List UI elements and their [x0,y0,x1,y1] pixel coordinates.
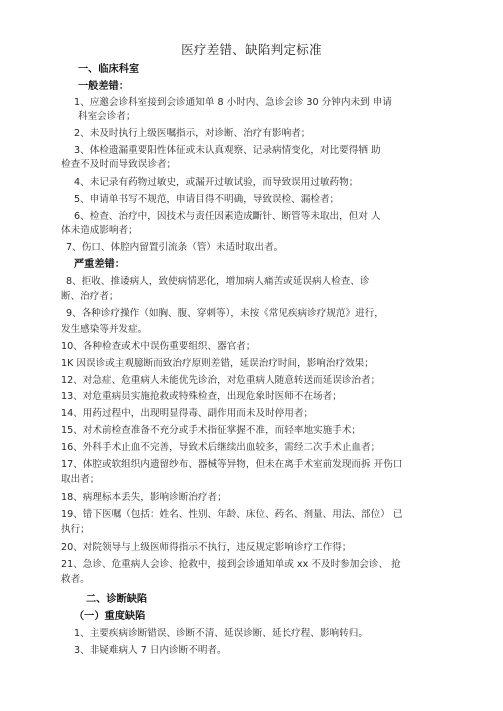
text-line: 14、用药过程中，出现明显得毒、副作用而未及时停用者； [61,408,314,419]
text-line: 3、非疑难病人 7 日内诊断不明者。 [74,645,227,656]
document-title: 医疗差错、缺陷判定标准 [181,42,322,57]
text-line: 9、各种诊疗操作（如胸、腹、穿刺等），未按《常见疾病诊疗规范》进行， [66,308,384,319]
section-heading: 一、临床科室 [78,64,140,75]
section-heading: （一）重度缺陷 [74,611,146,622]
text-line: 21、急诊、危重病人会诊、抢救中，接到会诊通知单或 xx 不及时参加会诊、 抢 [61,559,401,570]
text-line: 19、错下医嘱（包括：姓名、性别、年龄、床位、药名、剂量、用法、部位） 已 [61,509,403,520]
text-line: 执行； [61,524,90,535]
text-line: 6、检查、治疗中，因技术与责任因素造成斷针、断管等未取出，但对 人 [74,211,381,222]
text-line: 13、对危重病员实施抢救或特殊检查，出现危象时医师不在场者； [61,391,342,402]
text-line: 2、未及时执行上级医嘱指示，对诊断、治疗有影响者； [74,128,311,139]
text-line: 救者。 [61,574,90,585]
text-line: 10、各种检查或术中误伤重要组织、器官者； [61,341,256,352]
text-line: 15、对术前检查准备不充分或手术指征掌握不准，而轻率地实施手术； [61,425,362,436]
text-line: 检查不及时而导致误诊者； [61,159,177,170]
section-heading: 严重差错： [74,259,125,270]
text-line: 断、治疗者； [61,291,119,302]
text-line: 发生感染等并发症。 [61,324,148,335]
text-line: 科室会诊者； [78,111,136,122]
text-line: 1、主要疾病诊断错误、诊断不清、延误诊断、延长疗程、影响转归。 [74,628,368,639]
text-line: 8、拒收、推诿病人，致使病情恶化，增加病人痛苦或延误病人检查、诊 [66,276,370,287]
section-heading: 二、诊断缺陷 [86,594,148,605]
text-line: 20、对院领导与上级医师得指示不执行，违反规定影响诊疗工作得； [61,542,352,553]
text-line: 7、伤口、体腔内留置引流条（管）未适时取出者。 [66,242,284,253]
text-line: 4、未记录有药物过敏史，或漏开过敏试验，而导致误用过敏药物； [74,177,359,188]
text-line: 12、对急症、危重病人未能优先诊治，对危重病人随意转送而延误诊治者； [61,375,381,386]
text-line: 18、病理标本丢失，影响诊断治疗者； [61,492,227,503]
text-line: 1、应邀会诊科室接到会诊通知单 8 小时内、急诊会诊 30 分钟内未到 申请 [74,97,392,108]
section-heading: 一般差错： [78,81,129,92]
text-line: 5、申请单书写不规范，申请目得不明确，导致误检、漏检者； [74,194,340,205]
text-line: 17、体腔或软组织内遗留纱布、器械等异物，但未在离手术室前发现而拆 开伤口 [61,459,403,470]
text-line: 16、外科手术止血不完善，导致术后继续出血较多，需经二次手术止血者； [61,442,381,453]
text-line: 1K 因误诊或主观臆断而致治疗原则差错，延误治疗时间，影响治疗效果； [61,358,374,369]
text-line: 3、体检遗漏重要阳性体征或未认真观察、记录病情变化，对比要得牺 助 [74,145,381,156]
text-line: 取出者； [61,474,100,485]
text-line: 体未造成影响者； [61,225,138,236]
